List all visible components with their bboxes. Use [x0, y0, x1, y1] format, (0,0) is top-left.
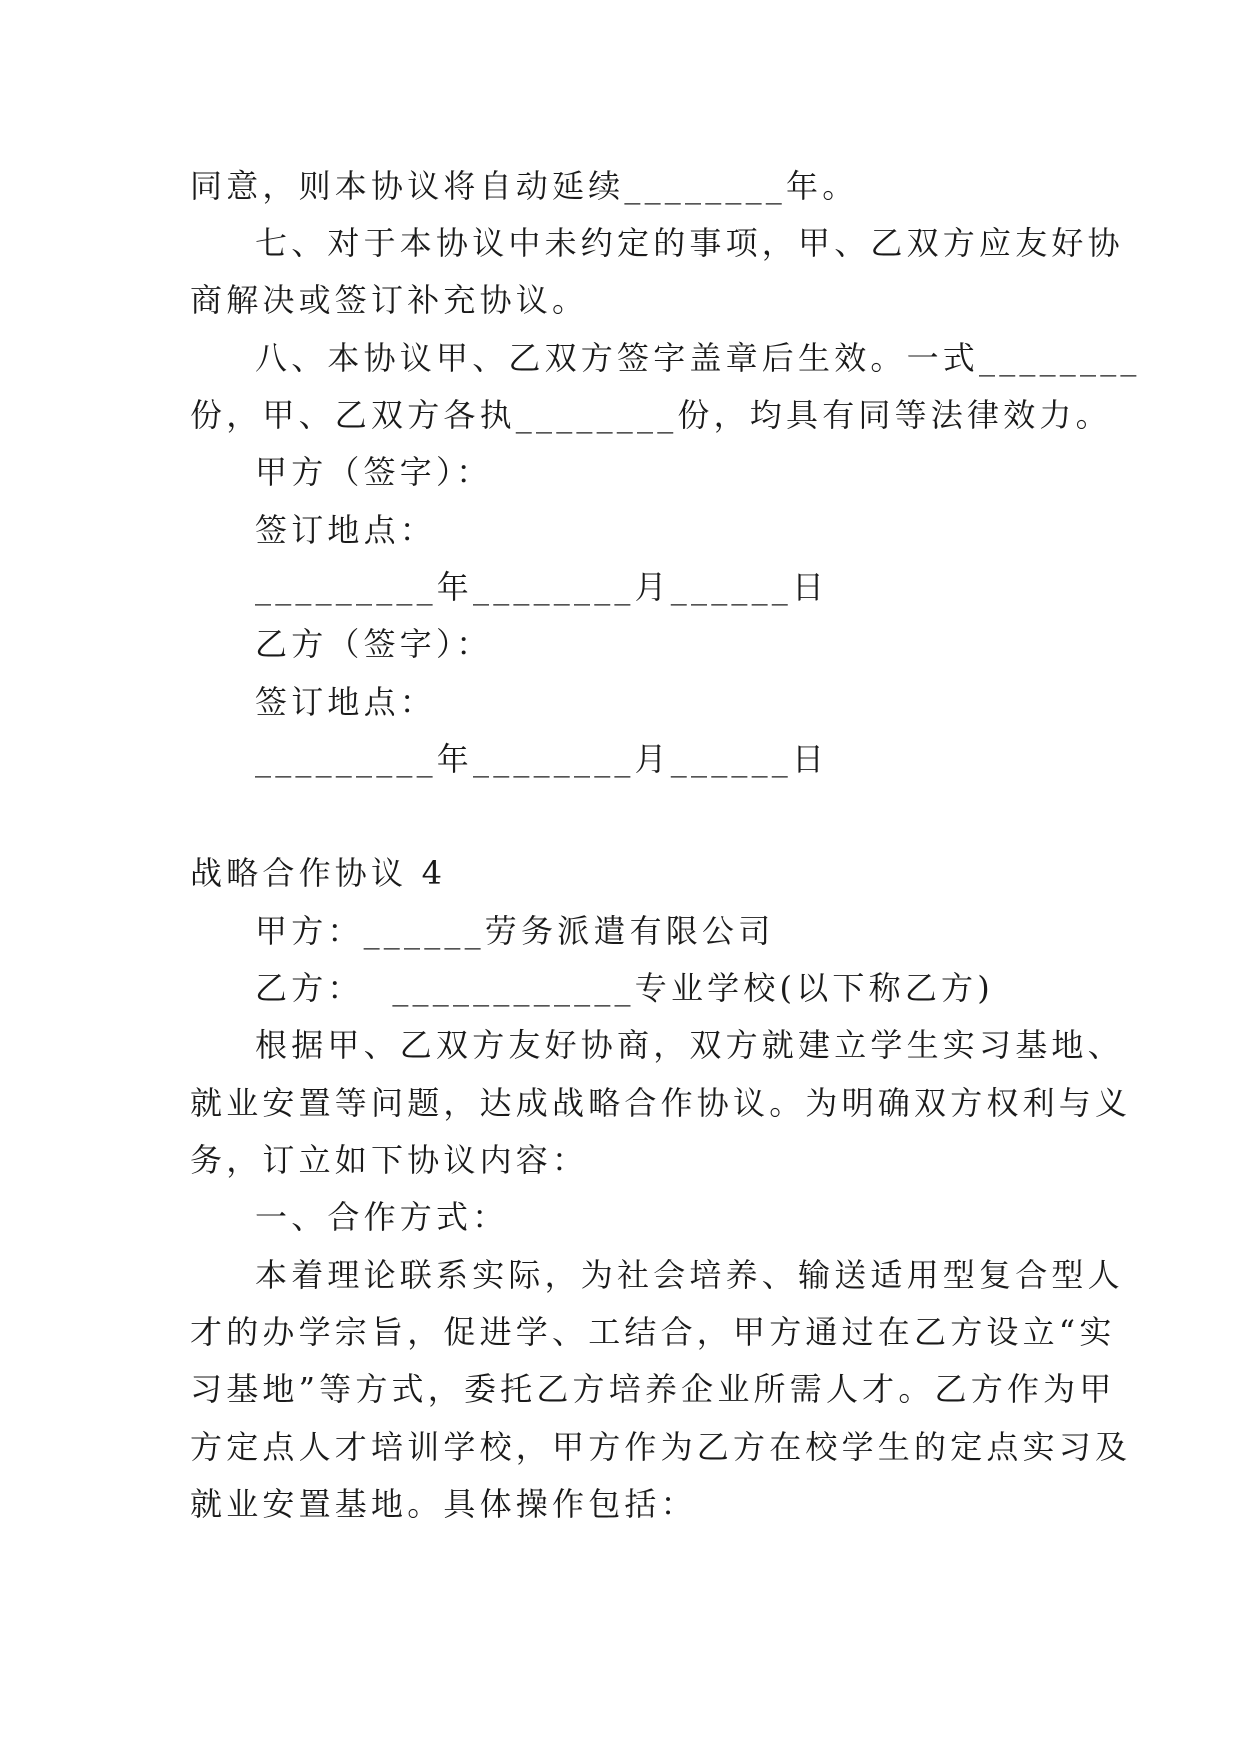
clause-8-line-1: 八、本协议甲、乙双方签字盖章后生效。一式________ [255, 339, 1141, 377]
renewal-clause-line: 同意，则本协议将自动延续________年。 [190, 167, 859, 205]
section-1-heading: 一、合作方式： [255, 1198, 509, 1236]
section-1-line-3: 习基地”等方式，委托乙方培养企业所需人才。乙方作为甲 [190, 1370, 1116, 1408]
agreement-4-title: 战略合作协议 4 [190, 854, 447, 892]
section-1-line-5: 就业安置基地。具体操作包括： [190, 1485, 697, 1523]
intro-line-1: 根据甲、乙双方友好协商，双方就建立学生实习基地、 [255, 1026, 1124, 1064]
intro-line-2: 就业安置等问题，达成战略合作协议。为明确双方权利与义 [190, 1084, 1132, 1122]
party-b-sign-location: 签订地点： [255, 683, 437, 721]
section-1-line-1: 本着理论联系实际，为社会培养、输送适用型复合型人 [255, 1256, 1124, 1294]
agreement-4-party-a: 甲方：______劳务派遣有限公司 [255, 912, 775, 950]
agreement-4-party-b: 乙方： ____________专业学校(以下称乙方) [255, 969, 994, 1007]
party-a-sign-date: _________年________月______日 [255, 568, 829, 606]
party-a-sign-location: 签订地点： [255, 511, 437, 549]
intro-line-3: 务，订立如下协议内容： [190, 1141, 589, 1179]
clause-8-line-2: 份，甲、乙双方各执________份，均具有同等法律效力。 [190, 396, 1112, 434]
section-1-line-2: 才的办学宗旨，促进学、工结合，甲方通过在乙方设立“实 [190, 1313, 1116, 1351]
party-b-signature-label: 乙方（签字）： [255, 625, 493, 663]
party-b-sign-date: _________年________月______日 [255, 740, 829, 778]
section-1-line-4: 方定点人才培训学校，甲方作为乙方在校学生的定点实习及 [190, 1428, 1132, 1466]
party-a-signature-label: 甲方（签字）： [255, 453, 493, 491]
clause-7-line-1: 七、对于本协议中未约定的事项，甲、乙双方应友好协 [255, 224, 1124, 262]
clause-7-line-2: 商解决或签订补充协议。 [190, 281, 589, 319]
